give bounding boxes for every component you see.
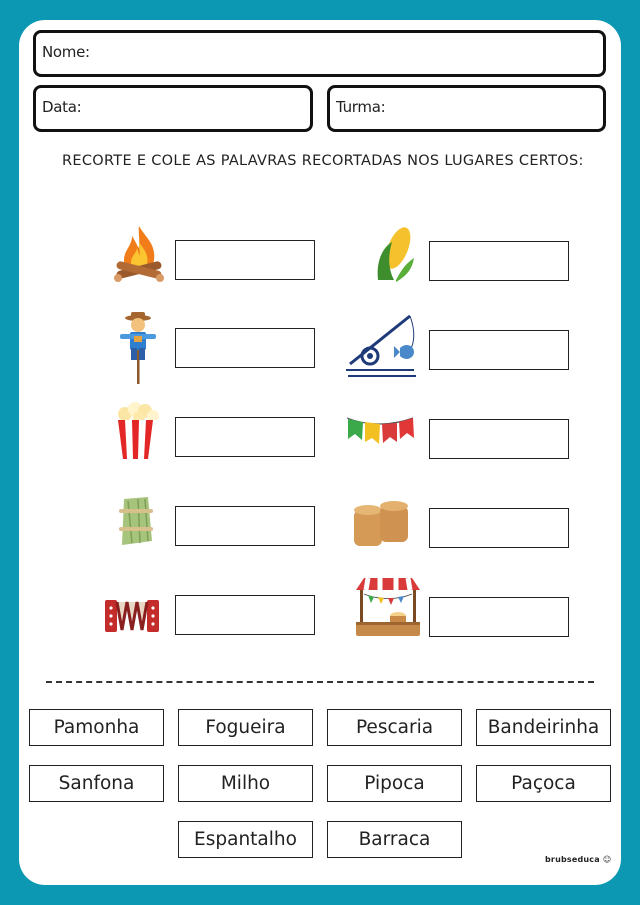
bunting-flags-icon xyxy=(345,412,415,456)
word-card-barraca[interactable]: Barraca xyxy=(327,821,462,858)
brand-logo xyxy=(545,855,611,864)
answer-box-market-stall[interactable] xyxy=(429,597,569,637)
instruction-text: RECORTE E COLE AS PALAVRAS RECORTADAS NOS LUGARES CERTOS: xyxy=(62,153,584,169)
market-stall-icon xyxy=(354,576,422,644)
word-card-fogueira[interactable]: Fogueira xyxy=(178,709,313,746)
name-field[interactable] xyxy=(33,30,606,77)
answer-box-popcorn[interactable] xyxy=(175,417,315,457)
pamonha-icon xyxy=(118,495,154,551)
class-field[interactable] xyxy=(327,85,606,132)
pacoca-icon xyxy=(352,500,412,554)
answer-box-scarecrow[interactable] xyxy=(175,328,315,368)
smiley-icon: ☺ xyxy=(602,855,612,864)
bonfire-icon xyxy=(110,222,168,288)
word-card-sanfona[interactable]: Sanfona xyxy=(29,765,164,802)
answer-box-pacoca[interactable] xyxy=(429,508,569,548)
popcorn-icon xyxy=(115,402,161,464)
accordion-icon xyxy=(103,596,161,640)
fishing-icon xyxy=(344,312,420,386)
cut-line xyxy=(46,681,594,683)
answer-box-pamonha[interactable] xyxy=(175,506,315,546)
word-card-pamonha[interactable]: Pamonha xyxy=(29,709,164,746)
word-card-pescaria[interactable]: Pescaria xyxy=(327,709,462,746)
word-card-bandeirinha[interactable]: Bandeirinha xyxy=(476,709,611,746)
answer-box-bonfire[interactable] xyxy=(175,240,315,280)
scarecrow-icon xyxy=(118,312,158,388)
corn-icon xyxy=(372,222,418,288)
name-label: Nome: xyxy=(42,43,90,61)
date-label: Data: xyxy=(42,98,82,116)
word-card-pacoca[interactable]: Paçoca xyxy=(476,765,611,802)
date-field[interactable] xyxy=(33,85,313,132)
answer-box-accordion[interactable] xyxy=(175,595,315,635)
class-label: Turma: xyxy=(336,98,386,116)
answer-box-bunting[interactable] xyxy=(429,419,569,459)
brand-name: brubseduca xyxy=(545,855,600,864)
answer-box-corn[interactable] xyxy=(429,241,569,281)
word-card-espantalho[interactable]: Espantalho xyxy=(178,821,313,858)
word-card-pipoca[interactable]: Pipoca xyxy=(327,765,462,802)
word-card-milho[interactable]: Milho xyxy=(178,765,313,802)
answer-box-fishing[interactable] xyxy=(429,330,569,370)
